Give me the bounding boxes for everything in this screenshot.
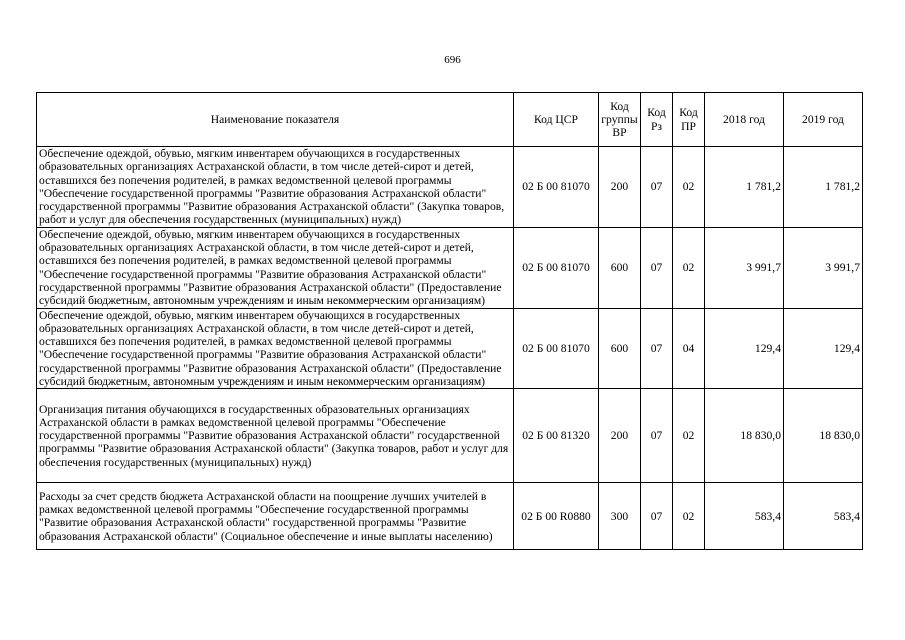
row-vr-code: 200: [599, 389, 641, 483]
header-year-2018: 2018 год: [705, 93, 784, 147]
header-csr-code: Код ЦСР: [514, 93, 599, 147]
header-year-2019: 2019 год: [784, 93, 863, 147]
header-vr-group-code: Код группы ВР: [599, 93, 641, 147]
row-value-2019: 3 991,7: [784, 227, 863, 308]
table-row: [37, 389, 863, 483]
row-csr-code: 02 Б 00 81070: [514, 227, 599, 308]
row-value-2018: 3 991,7: [705, 227, 784, 308]
budget-table: [36, 92, 863, 550]
row-value-2019: 18 830,0: [784, 389, 863, 483]
row-vr-code: 600: [599, 308, 641, 389]
row-value-2019: 583,4: [784, 483, 863, 550]
header-rz-code: Код Рз: [641, 93, 673, 147]
table-row: [37, 483, 863, 550]
row-pr-code: 02: [673, 389, 705, 483]
row-pr-code: 04: [673, 308, 705, 389]
page-number: 696: [444, 54, 461, 66]
header-indicator-name: Наименование показателя: [37, 93, 514, 147]
table-row: [37, 227, 863, 308]
row-pr-code: 02: [673, 483, 705, 550]
row-value-2018: 129,4: [705, 308, 784, 389]
row-vr-code: 300: [599, 483, 641, 550]
row-value-2018: 1 781,2: [705, 147, 784, 228]
row-description: Обеспечение одеждой, обувью, мягким инвентарем обучающихся в государственных образовательных организациях Астраханской области, в том числе детей-сирот и детей, оставшихся без попечения родителей, в рамках ведомственной целевой программы "Обеспечение государственной программы "Развитие образования Астраханской области" государственной программы "Развитие образования Астраханской области" (Предоставление субсидий бюджетным, автономным учреждениям и иным некоммерческим организациям): [37, 227, 514, 308]
row-csr-code: 02 Б 00 81070: [514, 147, 599, 228]
row-rz-code: 07: [641, 483, 673, 550]
row-description: Обеспечение одеждой, обувью, мягким инвентарем обучающихся в государственных образовательных организациях Астраханской области, в том числе детей-сирот и детей, оставшихся без попечения родителей, в рамках ведомственной целевой программы "Обеспечение государственной программы "Развитие образования Астраханской области" государственной программы "Развитие образования Астраханской области" (Предоставление субсидий бюджетным, автономным учреждениям и иным некоммерческим организациям): [37, 308, 514, 389]
row-value-2019: 129,4: [784, 308, 863, 389]
row-csr-code: 02 Б 00 81320: [514, 389, 599, 483]
row-vr-code: 600: [599, 227, 641, 308]
row-pr-code: 02: [673, 147, 705, 228]
row-rz-code: 07: [641, 147, 673, 228]
row-value-2019: 1 781,2: [784, 147, 863, 228]
row-rz-code: 07: [641, 227, 673, 308]
row-rz-code: 07: [641, 308, 673, 389]
row-description: Обеспечение одеждой, обувью, мягким инвентарем обучающихся в государственных образовательных организациях Астраханской области, в том числе детей-сирот и детей, оставшихся без попечения родителей, в рамках ведомственной целевой программы "Обеспечение государственной программы "Развитие образования Астраханской области" государственной программы "Развитие образования Астраханской области" (Закупка товаров, работ и услуг для обеспечения государственных (муниципальных) нужд): [37, 147, 514, 228]
table-row: [37, 147, 863, 228]
row-pr-code: 02: [673, 227, 705, 308]
row-csr-code: 02 Б 00 R0880: [514, 483, 599, 550]
table-header-row: [37, 93, 863, 147]
row-description: Организация питания обучающихся в государственных образовательных организациях Астраханской области в рамках ведомственной целевой программы "Обеспечение государственной программы "Развитие образования Астраханской области" государственной программы "Развитие образования Астраханской области" (Закупка товаров, работ и услуг для обеспечения государственных (муниципальных) нужд): [37, 389, 514, 483]
row-value-2018: 18 830,0: [705, 389, 784, 483]
row-rz-code: 07: [641, 389, 673, 483]
row-csr-code: 02 Б 00 81070: [514, 308, 599, 389]
table-row: [37, 308, 863, 389]
header-pr-code: Код ПР: [673, 93, 705, 147]
row-vr-code: 200: [599, 147, 641, 228]
row-description: Расходы за счет средств бюджета Астраханской области на поощрение лучших учителей в рамках ведомственной целевой программы "Обеспечение государственной программы "Развитие образования Астраханской области" государственной программы "Развитие образования Астраханской области" (Социальное обеспечение и иные выплаты населению): [37, 483, 514, 550]
row-value-2018: 583,4: [705, 483, 784, 550]
